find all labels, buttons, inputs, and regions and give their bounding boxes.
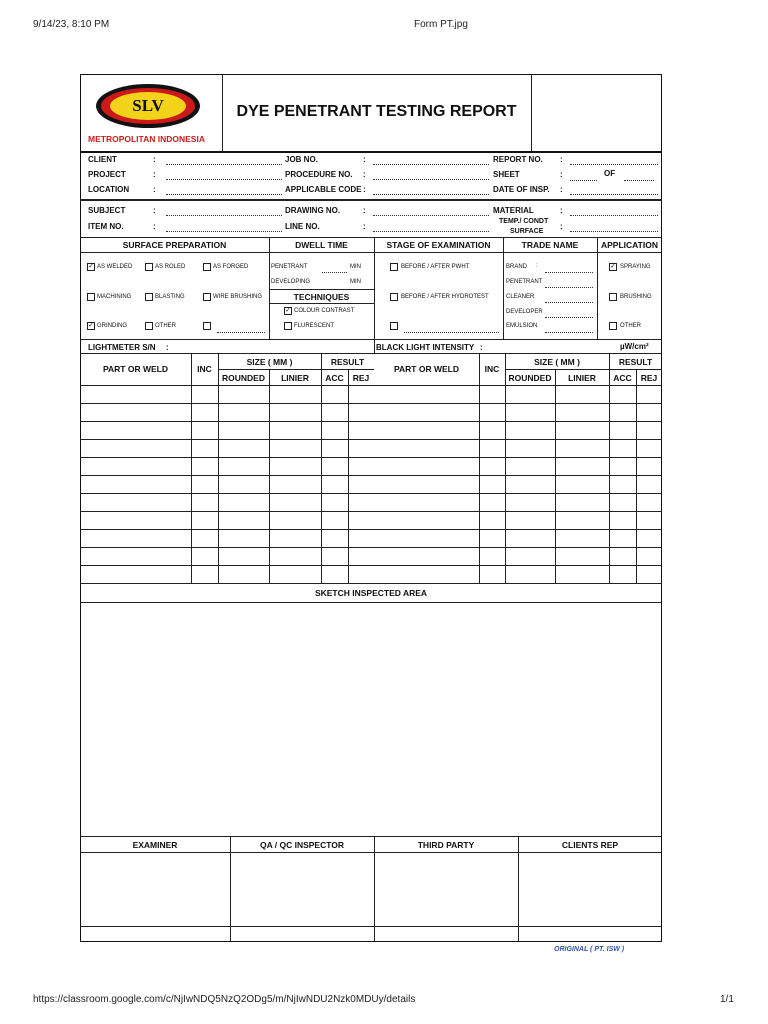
location-label: LOCATION bbox=[88, 185, 130, 194]
penetrant-min-label: MIN bbox=[350, 264, 361, 270]
table-cell[interactable] bbox=[349, 458, 374, 475]
cleaner-field[interactable] bbox=[545, 302, 593, 303]
table-cell[interactable] bbox=[219, 404, 269, 421]
table-cell[interactable] bbox=[219, 566, 269, 583]
table-cell[interactable] bbox=[556, 548, 609, 565]
print-page-count: 1/1 bbox=[720, 994, 734, 1005]
application-other-checkbox[interactable] bbox=[609, 322, 617, 330]
table-cell[interactable] bbox=[556, 530, 609, 547]
application-header: APPLICATION bbox=[601, 240, 658, 250]
inc-header-right: INC bbox=[484, 364, 500, 374]
table-cell[interactable] bbox=[556, 458, 609, 475]
clients-rep-name-field[interactable] bbox=[519, 927, 661, 941]
table-cell[interactable] bbox=[81, 566, 191, 583]
print-page-title: Form PT.jpg bbox=[414, 19, 468, 30]
logo-text: SLV bbox=[132, 96, 164, 115]
acc-header-left: ACC bbox=[325, 373, 344, 383]
table-cell[interactable] bbox=[322, 548, 348, 565]
table-cell[interactable] bbox=[81, 476, 191, 493]
part-or-weld-header-right: PART OR WELD bbox=[393, 364, 459, 374]
table-cell[interactable] bbox=[322, 512, 348, 529]
table-cell[interactable] bbox=[610, 422, 636, 439]
third-party-signature-box[interactable] bbox=[375, 853, 518, 926]
table-cell[interactable] bbox=[637, 476, 662, 493]
table-cell[interactable] bbox=[637, 386, 662, 403]
table-cell[interactable] bbox=[480, 458, 505, 475]
table-cell[interactable] bbox=[506, 476, 555, 493]
table-cell[interactable] bbox=[506, 530, 555, 547]
table-cell[interactable] bbox=[375, 530, 479, 547]
table-cell[interactable] bbox=[219, 476, 269, 493]
table-cell[interactable] bbox=[375, 440, 479, 457]
table-cell[interactable] bbox=[349, 440, 374, 457]
table-cell[interactable] bbox=[81, 422, 191, 439]
company-name: METROPOLITAN INDONESIA bbox=[88, 134, 205, 144]
table-cell[interactable] bbox=[192, 458, 218, 475]
table-cell[interactable] bbox=[556, 386, 609, 403]
table-cell[interactable] bbox=[375, 512, 479, 529]
clients-rep-signature-box[interactable] bbox=[519, 853, 661, 926]
line-no-label: LINE NO. bbox=[285, 222, 320, 231]
table-cell[interactable] bbox=[192, 512, 218, 529]
surface-custom-checkbox[interactable] bbox=[203, 322, 211, 330]
table-cell[interactable] bbox=[219, 458, 269, 475]
table-cell[interactable] bbox=[81, 530, 191, 547]
brand-field[interactable] bbox=[545, 272, 593, 273]
table-cell[interactable] bbox=[81, 458, 191, 475]
examiner-name-field[interactable] bbox=[81, 927, 230, 941]
print-url[interactable]: https://classroom.google.com/c/NjIwNDQ5NzQ2ODg5/m/NjIwNDU2Nzk0MDUy/details bbox=[33, 994, 416, 1005]
table-cell[interactable] bbox=[270, 458, 321, 475]
table-cell[interactable] bbox=[349, 548, 374, 565]
third-party-name-field[interactable] bbox=[375, 927, 518, 941]
before-after-hydrotest-checkbox[interactable] bbox=[390, 293, 398, 301]
table-cell[interactable] bbox=[375, 404, 479, 421]
surface-custom-field[interactable] bbox=[217, 332, 265, 333]
table-cell[interactable] bbox=[349, 404, 374, 421]
as-forged-label: AS FORGED bbox=[213, 264, 249, 270]
table-cell[interactable] bbox=[219, 512, 269, 529]
brand-label: BRAND bbox=[506, 264, 528, 270]
material-label: MATERIAL bbox=[493, 206, 534, 215]
table-cell[interactable] bbox=[81, 512, 191, 529]
table-cell[interactable] bbox=[375, 458, 479, 475]
table-cell[interactable] bbox=[270, 494, 321, 511]
table-cell[interactable] bbox=[219, 494, 269, 511]
cleaner-label: CLEANER bbox=[506, 294, 535, 300]
as-welded-label: AS WELDED bbox=[97, 264, 133, 270]
developer-label: DEVELOPER bbox=[506, 309, 543, 315]
size-mm-header-left: SIZE ( MM ) bbox=[246, 357, 293, 367]
as-welded-checkbox[interactable]: ✓ bbox=[88, 263, 94, 270]
table-cell[interactable] bbox=[192, 494, 218, 511]
table-cell[interactable] bbox=[192, 548, 218, 565]
before-after-hydrotest-label: BEFORE / AFTER HYDROTEST bbox=[401, 294, 489, 300]
procedure-no-label: PROCEDURE NO. bbox=[285, 170, 353, 179]
table-cell[interactable] bbox=[349, 476, 374, 493]
table-cell[interactable] bbox=[480, 512, 505, 529]
table-cell[interactable] bbox=[322, 458, 348, 475]
wire-brushing-checkbox[interactable] bbox=[203, 293, 211, 301]
temp-condt-label: TEMP./ CONDT bbox=[499, 218, 549, 225]
table-cell[interactable] bbox=[219, 422, 269, 439]
table-cell[interactable] bbox=[556, 512, 609, 529]
table-cell[interactable] bbox=[81, 548, 191, 565]
sketch-area[interactable] bbox=[81, 603, 661, 835]
table-cell[interactable] bbox=[637, 566, 662, 583]
table-cell[interactable] bbox=[610, 386, 636, 403]
table-cell[interactable] bbox=[349, 512, 374, 529]
black-light-intensity-label: BLACK LIGHT INTENSITY bbox=[376, 343, 475, 352]
table-cell[interactable] bbox=[219, 548, 269, 565]
of-label: OF bbox=[604, 169, 616, 178]
table-cell[interactable] bbox=[556, 566, 609, 583]
sketch-title: SKETCH INSPECTED AREA bbox=[314, 588, 428, 598]
table-cell[interactable] bbox=[480, 440, 505, 457]
drawing-no-label: DRAWING NO. bbox=[285, 206, 341, 215]
techniques-header: TECHNIQUES bbox=[293, 292, 350, 302]
table-cell[interactable] bbox=[506, 422, 555, 439]
table-cell[interactable] bbox=[610, 530, 636, 547]
table-cell[interactable] bbox=[480, 530, 505, 547]
table-cell[interactable] bbox=[480, 494, 505, 511]
table-cell[interactable] bbox=[506, 566, 555, 583]
table-cell[interactable] bbox=[637, 440, 662, 457]
item-no-field[interactable] bbox=[166, 231, 282, 232]
project-field[interactable] bbox=[166, 179, 282, 180]
table-cell[interactable] bbox=[610, 440, 636, 457]
table-cell[interactable] bbox=[375, 548, 479, 565]
date-of-insp-field[interactable] bbox=[570, 194, 658, 195]
table-cell[interactable] bbox=[375, 386, 479, 403]
grinding-checkbox[interactable]: ✓ bbox=[88, 322, 94, 329]
flurescent-checkbox[interactable] bbox=[284, 322, 292, 330]
linier-header-left: LINIER bbox=[281, 373, 309, 383]
qa-qc-name-field[interactable] bbox=[231, 927, 374, 941]
material-field[interactable] bbox=[570, 215, 658, 216]
as-roled-label: AS ROLED bbox=[155, 264, 186, 270]
clients-rep-header: CLIENTS REP bbox=[561, 840, 619, 850]
table-cell[interactable] bbox=[610, 494, 636, 511]
location-field[interactable] bbox=[166, 194, 282, 195]
report-no-field[interactable] bbox=[570, 164, 658, 165]
penetrant-dwell-field[interactable] bbox=[322, 272, 347, 273]
spraying-checkbox[interactable]: ✓ bbox=[610, 263, 616, 270]
table-cell[interactable] bbox=[322, 494, 348, 511]
developing-dwell-label: DEVELOPING bbox=[271, 279, 311, 285]
table-cell[interactable] bbox=[637, 548, 662, 565]
item-no-label: ITEM NO. bbox=[88, 222, 124, 231]
table-cell[interactable] bbox=[322, 566, 348, 583]
table-cell[interactable] bbox=[81, 404, 191, 421]
table-cell[interactable] bbox=[81, 494, 191, 511]
table-cell[interactable] bbox=[322, 386, 348, 403]
table-cell[interactable] bbox=[610, 476, 636, 493]
application-other-label: OTHER bbox=[620, 323, 641, 329]
wire-brushing-label: WIRE BRUSHING bbox=[213, 294, 263, 300]
developer-field[interactable] bbox=[545, 317, 593, 318]
subject-label: SUBJECT bbox=[88, 206, 126, 215]
client-label: CLIENT bbox=[88, 155, 117, 164]
table-cell[interactable] bbox=[375, 476, 479, 493]
table-cell[interactable] bbox=[192, 404, 218, 421]
table-cell[interactable] bbox=[556, 440, 609, 457]
table-cell[interactable] bbox=[219, 530, 269, 547]
before-after-pwht-checkbox[interactable] bbox=[390, 263, 398, 271]
table-cell[interactable] bbox=[349, 530, 374, 547]
intensity-unit: µW/cm² bbox=[620, 342, 649, 351]
result-header-right: RESULT bbox=[618, 357, 653, 367]
table-cell[interactable] bbox=[610, 548, 636, 565]
drawing-no-field[interactable] bbox=[373, 215, 489, 216]
table-cell[interactable] bbox=[322, 404, 348, 421]
table-cell[interactable] bbox=[637, 530, 662, 547]
as-forged-checkbox[interactable] bbox=[203, 263, 211, 271]
rej-header-right: REJ bbox=[640, 373, 658, 383]
trade-name-header: TRADE NAME bbox=[521, 240, 579, 250]
result-header-left: RESULT bbox=[330, 357, 365, 367]
colour-contrast-checkbox[interactable]: ✓ bbox=[285, 307, 291, 314]
inc-header-left: INC bbox=[197, 364, 212, 374]
table-cell[interactable] bbox=[375, 566, 479, 583]
part-or-weld-header-left: PART OR WELD bbox=[102, 364, 168, 374]
client-field[interactable] bbox=[166, 164, 282, 165]
penetrant-dwell-label: PENETRANT bbox=[271, 264, 308, 270]
table-cell[interactable] bbox=[192, 386, 218, 403]
table-cell[interactable] bbox=[637, 422, 662, 439]
stage-custom-field[interactable] bbox=[404, 332, 499, 333]
temp-condt-field[interactable] bbox=[570, 231, 658, 232]
table-cell[interactable] bbox=[270, 530, 321, 547]
print-datetime: 9/14/23, 8:10 PM bbox=[33, 19, 110, 30]
table-cell[interactable] bbox=[81, 440, 191, 457]
emulsion-label: EMULSION bbox=[506, 323, 538, 329]
table-cell[interactable] bbox=[480, 386, 505, 403]
third-party-header: THIRD PARTY bbox=[417, 840, 475, 850]
colour-contrast-label: COLOUR CONTRAST bbox=[294, 308, 355, 314]
spraying-label: SPRAYING bbox=[620, 264, 651, 270]
table-cell[interactable] bbox=[219, 386, 269, 403]
sheet-label: SHEET bbox=[493, 170, 520, 179]
table-cell[interactable] bbox=[637, 458, 662, 475]
table-cell[interactable] bbox=[480, 566, 505, 583]
table-cell[interactable] bbox=[270, 386, 321, 403]
table-cell[interactable] bbox=[192, 440, 218, 457]
table-cell[interactable] bbox=[375, 422, 479, 439]
surface-label: SURFACE bbox=[510, 228, 544, 235]
developing-min-label: MIN bbox=[350, 279, 361, 285]
acc-header-right: ACC bbox=[613, 373, 632, 383]
sheet-field[interactable] bbox=[570, 180, 597, 181]
rounded-header-left: ROUNDED bbox=[222, 373, 265, 383]
table-cell[interactable] bbox=[480, 422, 505, 439]
table-cell[interactable] bbox=[322, 440, 348, 457]
table-cell[interactable] bbox=[270, 440, 321, 457]
table-cell[interactable] bbox=[270, 566, 321, 583]
table-cell[interactable] bbox=[506, 440, 555, 457]
procedure-no-field[interactable] bbox=[373, 179, 489, 180]
job-no-field[interactable] bbox=[373, 164, 489, 165]
brushing-checkbox[interactable] bbox=[609, 293, 617, 301]
table-cell[interactable] bbox=[506, 458, 555, 475]
lightmeter-label: LIGHTMETER S/N bbox=[88, 343, 156, 352]
applicable-code-label: APPLICABLE CODE bbox=[285, 185, 362, 194]
table-cell[interactable] bbox=[506, 548, 555, 565]
blasting-label: BLASTING bbox=[155, 294, 185, 300]
table-cell[interactable] bbox=[610, 458, 636, 475]
machining-checkbox[interactable] bbox=[87, 293, 95, 301]
machining-label: MACHINING bbox=[97, 294, 132, 300]
surface-preparation-header: SURFACE PREPARATION bbox=[122, 240, 227, 250]
qa-qc-signature-box[interactable] bbox=[231, 853, 374, 926]
emulsion-field[interactable] bbox=[545, 332, 593, 333]
table-cell[interactable] bbox=[506, 386, 555, 403]
table-cell[interactable] bbox=[610, 566, 636, 583]
subject-field[interactable] bbox=[166, 215, 282, 216]
table-cell[interactable] bbox=[349, 422, 374, 439]
applicable-code-field[interactable] bbox=[373, 194, 489, 195]
line-no-field[interactable] bbox=[373, 231, 489, 232]
table-cell[interactable] bbox=[480, 548, 505, 565]
brushing-label: BRUSHING bbox=[620, 294, 652, 300]
table-cell[interactable] bbox=[349, 386, 374, 403]
table-cell[interactable] bbox=[322, 476, 348, 493]
table-cell[interactable] bbox=[270, 548, 321, 565]
table-cell[interactable] bbox=[556, 476, 609, 493]
qa-qc-header: QA / QC INSPECTOR bbox=[259, 840, 345, 850]
blasting-checkbox[interactable] bbox=[145, 293, 153, 301]
table-cell[interactable] bbox=[270, 404, 321, 421]
as-roled-checkbox[interactable] bbox=[145, 263, 153, 271]
table-cell[interactable] bbox=[480, 476, 505, 493]
surface-other-checkbox[interactable] bbox=[145, 322, 153, 330]
date-of-insp-label: DATE OF INSP. bbox=[493, 185, 550, 194]
table-cell[interactable] bbox=[506, 512, 555, 529]
rounded-header-right: ROUNDED bbox=[508, 373, 552, 383]
trade-penetrant-field[interactable] bbox=[545, 287, 593, 288]
project-label: PROJECT bbox=[88, 170, 126, 179]
job-no-label: JOB NO. bbox=[285, 155, 318, 164]
table-cell[interactable] bbox=[270, 512, 321, 529]
table-cell[interactable] bbox=[322, 422, 348, 439]
table-cell[interactable] bbox=[480, 404, 505, 421]
rej-header-left: REJ bbox=[352, 373, 370, 383]
table-cell[interactable] bbox=[637, 404, 662, 421]
table-cell[interactable] bbox=[192, 476, 218, 493]
stage-custom-checkbox[interactable] bbox=[390, 322, 398, 330]
table-cell[interactable] bbox=[637, 494, 662, 511]
table-cell[interactable] bbox=[81, 386, 191, 403]
table-cell[interactable] bbox=[192, 422, 218, 439]
report-title: DYE PENETRANT TESTING REPORT bbox=[236, 103, 517, 120]
dwell-time-header: DWELL TIME bbox=[295, 240, 348, 250]
size-mm-header-right: SIZE ( MM ) bbox=[534, 357, 580, 367]
company-logo bbox=[96, 84, 200, 128]
table-cell[interactable] bbox=[270, 476, 321, 493]
table-cell[interactable] bbox=[192, 530, 218, 547]
table-cell[interactable] bbox=[270, 422, 321, 439]
grinding-label: GRINDING bbox=[97, 323, 127, 329]
before-after-pwht-label: BEFORE / AFTER PWHT bbox=[401, 264, 470, 270]
table-cell[interactable] bbox=[506, 404, 555, 421]
linier-header-right: LINIER bbox=[568, 373, 596, 383]
table-cell[interactable] bbox=[322, 530, 348, 547]
sheet-of-field[interactable] bbox=[624, 180, 654, 181]
table-cell[interactable] bbox=[349, 494, 374, 511]
stage-header: STAGE OF EXAMINATION bbox=[386, 240, 491, 250]
table-cell[interactable] bbox=[556, 404, 609, 421]
table-cell[interactable] bbox=[349, 566, 374, 583]
examiner-signature-box[interactable] bbox=[81, 853, 230, 926]
trade-penetrant-label: PENETRANT bbox=[506, 279, 543, 285]
report-no-label: REPORT NO. bbox=[493, 155, 543, 164]
surface-other-label: OTHER bbox=[155, 323, 176, 329]
table-cell[interactable] bbox=[637, 512, 662, 529]
original-note: ORIGINAL ( PT. ISW ) bbox=[554, 946, 625, 953]
table-cell[interactable] bbox=[506, 494, 555, 511]
table-cell[interactable] bbox=[219, 440, 269, 457]
table-cell[interactable] bbox=[556, 494, 609, 511]
table-cell[interactable] bbox=[610, 404, 636, 421]
table-cell[interactable] bbox=[610, 512, 636, 529]
table-cell[interactable] bbox=[556, 422, 609, 439]
flurescent-label: FLURESCENT bbox=[294, 323, 335, 329]
table-cell[interactable] bbox=[375, 494, 479, 511]
examiner-header: EXAMINER bbox=[132, 840, 178, 850]
table-cell[interactable] bbox=[192, 566, 218, 583]
